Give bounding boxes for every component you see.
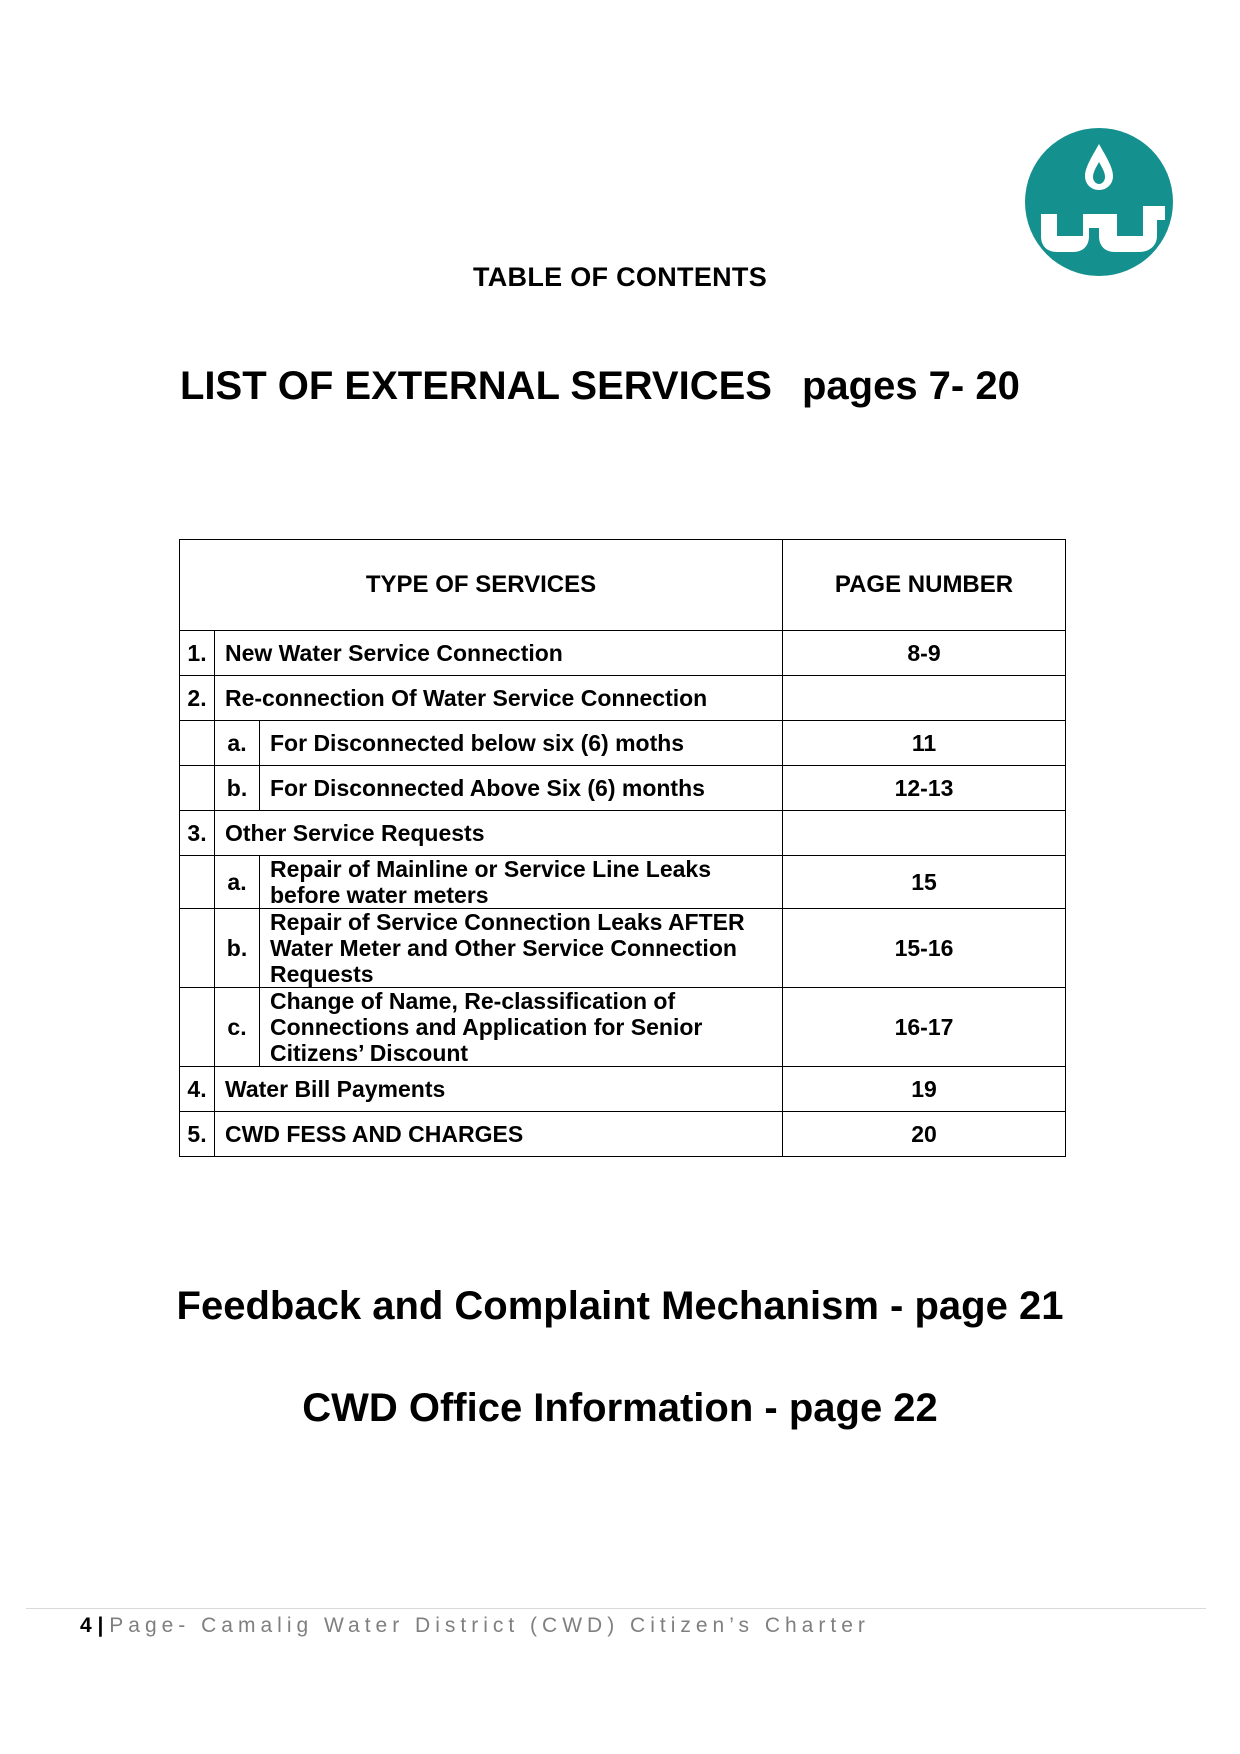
row-label: Change of Name, Re-classification of Connections and Application for Senior Citizens’ Discount	[260, 988, 783, 1067]
table-row	[180, 1112, 1066, 1157]
footer-separator: |	[97, 1614, 104, 1637]
row-sub-letter: b.	[215, 909, 260, 988]
services-table	[179, 539, 1066, 1157]
list-title: LIST OF EXTERNAL SERVICES	[180, 364, 772, 408]
row-number: 4.	[180, 1067, 215, 1112]
row-label: Water Bill Payments	[215, 1067, 783, 1112]
row-sub-letter: a.	[215, 856, 260, 909]
row-number-empty	[180, 909, 215, 988]
column-header-services: TYPE OF SERVICES	[180, 540, 783, 631]
row-sub-letter: a.	[215, 721, 260, 766]
row-label: Repair of Mainline or Service Line Leaks before water meters	[260, 856, 783, 909]
column-header-page-number: PAGE NUMBER	[783, 540, 1066, 631]
table-row	[180, 631, 1066, 676]
row-label: CWD FESS AND CHARGES	[215, 1112, 783, 1157]
table-header-row	[180, 540, 1066, 631]
row-number: 3.	[180, 811, 215, 856]
row-page: 15	[783, 856, 1066, 909]
row-page: 19	[783, 1067, 1066, 1112]
table-row	[180, 811, 1066, 856]
row-page: 16-17	[783, 988, 1066, 1067]
table-row	[180, 988, 1066, 1067]
footer-page-number: 4	[80, 1614, 92, 1637]
list-of-external-services-heading	[180, 364, 1080, 409]
row-number: 2.	[180, 676, 215, 721]
row-page: 20	[783, 1112, 1066, 1157]
footer-text: Page- Camalig Water District (CWD) Citizen’s Charter	[109, 1614, 870, 1637]
row-label: Other Service Requests	[215, 811, 783, 856]
table-row	[180, 909, 1066, 988]
row-number-empty	[180, 721, 215, 766]
row-number-empty	[180, 766, 215, 811]
table-row	[180, 721, 1066, 766]
feedback-section-heading: Feedback and Complaint Mechanism - page 21	[176, 1284, 1064, 1328]
row-page: 12-13	[783, 766, 1066, 811]
footer-divider	[26, 1608, 1206, 1609]
row-sub-letter: c.	[215, 988, 260, 1067]
table-row	[180, 856, 1066, 909]
row-label: Re-connection Of Water Service Connection	[215, 676, 783, 721]
page-footer	[80, 1614, 870, 1638]
row-page	[783, 811, 1066, 856]
toc-title: TABLE OF CONTENTS	[472, 262, 768, 292]
row-number-empty	[180, 988, 215, 1067]
row-label: For Disconnected Above Six (6) months	[260, 766, 783, 811]
row-page: 15-16	[783, 909, 1066, 988]
row-sub-letter: b.	[215, 766, 260, 811]
row-page: 11	[783, 721, 1066, 766]
row-page: 8-9	[783, 631, 1066, 676]
row-label: New Water Service Connection	[215, 631, 783, 676]
table-row	[180, 1067, 1066, 1112]
row-number-empty	[180, 856, 215, 909]
list-pages: pages 7- 20	[801, 364, 1020, 408]
row-label: For Disconnected below six (6) moths	[260, 721, 783, 766]
row-label: Repair of Service Connection Leaks AFTER Water Meter and Other Service Connection Requests	[260, 909, 783, 988]
row-number: 1.	[180, 631, 215, 676]
row-number: 5.	[180, 1112, 215, 1157]
cwd-logo	[1025, 128, 1173, 276]
office-info-heading: CWD Office Information - page 22	[302, 1386, 938, 1430]
row-page	[783, 676, 1066, 721]
table-row	[180, 766, 1066, 811]
table-row	[180, 676, 1066, 721]
